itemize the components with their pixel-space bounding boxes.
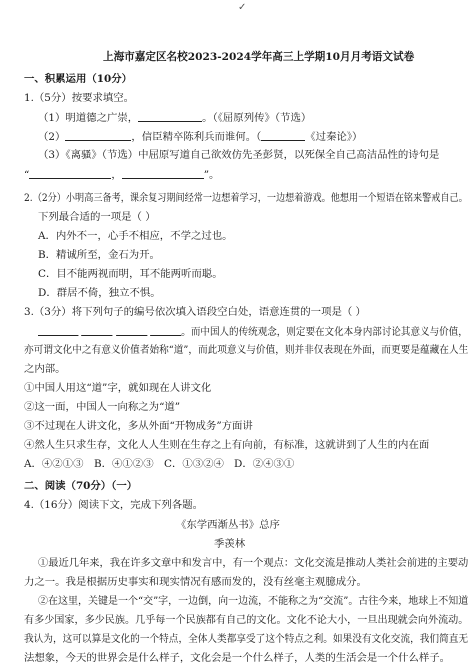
q1-stem: 1.（5分）按要求填空。 — [24, 92, 135, 104]
q1-item3-text-b: “ — [24, 169, 30, 181]
answer-blank[interactable] — [81, 325, 112, 336]
q1-item2 — [38, 130, 362, 144]
q1-item2-text-c: 《过秦论》） — [305, 131, 363, 143]
q2-stem: 2.（2分）小明高三备考，课余复习期间经常一边想着学习，一边想着游戏。他想用一个短语在铭来警戒自己。 — [24, 192, 468, 204]
article-author: 季羡林 — [214, 538, 246, 550]
q1-item3-text-d: ”。 — [203, 169, 220, 181]
article-p2-line1: ②在这里，关键是一个“交”字，一边倒，向一边流，不能称之为“交流”。古往今来，地球上不知道 — [38, 595, 469, 607]
q1-item2-text-a: （2） — [38, 131, 66, 143]
q3-passage-text-b: 。而中国人的传统观念，则定要在文化本身内部讨论其意义与价值， — [181, 326, 468, 338]
q3-passage-line1 — [38, 325, 468, 339]
answer-blank[interactable] — [65, 130, 131, 141]
article-p1-line1: ①最近几年来，我在许多文章中和发言中，有一个观点：文化交流是推动人类社会前进的主要动 — [38, 557, 469, 569]
answer-blank[interactable] — [116, 325, 147, 336]
q3-stem: 3.（3分）将下列句子的编号依次填入语段空白处，语意连贯的一项是（ ） — [24, 306, 366, 318]
answer-blank[interactable] — [29, 168, 111, 179]
check-mark-icon: ✓ — [238, 2, 247, 13]
q3-option-b[interactable]: B．④①②③ — [94, 458, 154, 470]
article-p2-line3: 我认为，这可以算是文化的一个特点，全体人类都享受了这个特点之利。如果没有文化交流，我们简直无 — [24, 633, 469, 645]
q3-sentence-4: ④然人生只求生存，文化人人生则在生存之上有向前，有标准，这就讲到了人生的内在面 — [24, 439, 430, 451]
answer-blank[interactable] — [138, 111, 202, 122]
q2-option-b[interactable]: B．精诚所至，金石为开。 — [38, 249, 160, 261]
q1-item2-text-b: ，信臣精卒陈利兵而谁何。（ — [131, 131, 262, 143]
q1-item3-line2 — [24, 168, 219, 182]
q1-item3-text-c: ， — [111, 169, 122, 181]
article-p2-line2: 有多少国家，多少民族。几乎每一个民族都有自己的文化。文化不论大小，一旦出现就会向外流动。 — [24, 614, 469, 626]
answer-blank[interactable] — [261, 130, 305, 141]
q4-stem: 4.（16分）阅读下文，完成下列各题。 — [24, 499, 203, 511]
q3-option-d[interactable]: D．②④③① — [234, 458, 295, 470]
q1-item3-line1: （3）《离骚》（节选）中屈原写道自己欲效仿先圣彭贤，以死保全自己高洁品性的诗句是 — [38, 149, 440, 161]
q3-sentence-1: ①中国人用这“道”字，就如现在人讲文化 — [24, 382, 212, 394]
q3-sentence-2: ②这一面，中国人一向称之为“道” — [24, 401, 181, 413]
answer-blank[interactable] — [150, 325, 181, 336]
q1-item1 — [38, 111, 311, 125]
q3-option-c[interactable]: C．①③②④ — [164, 458, 224, 470]
answer-blank[interactable] — [122, 168, 204, 179]
q2-option-c[interactable]: C．目不能两视而明，耳不能两听而聪。 — [38, 268, 223, 280]
section1-title: 一、积累运用（10分） — [24, 73, 132, 85]
q2-ask: 下列最合适的一项是（ ） — [38, 211, 156, 223]
q2-option-a[interactable]: A．内外不一，心手不相应，不学之过也。 — [38, 230, 233, 242]
section2-title: 二、阅读（70分）（一） — [24, 480, 138, 492]
article-title: 《东学西渐丛书》总序 — [176, 519, 280, 531]
q1-item1-text-b: 。（《屈原列传》（节选） — [202, 112, 312, 124]
q1-item1-text-a: （1）明道德之广崇， — [38, 112, 139, 124]
article-p2-line4: 法想象，今天的世界会是什么样子，文化会是一个什么样子，人类的生活会是一个什么样子。 — [24, 652, 451, 664]
q3-option-a[interactable]: A．④②①③ — [24, 458, 84, 470]
exam-title: 上海市嘉定区名校2023-2024学年高三上学期10月月考语文试卷 — [103, 51, 415, 63]
article-p1-line2: 力之一。我是根据历史事实和现实情况有感而发的，没有丝毫主观臆成分。 — [24, 576, 367, 588]
answer-blank[interactable] — [38, 325, 78, 336]
q2-option-d[interactable]: D．群居不倚，独立不惧。 — [38, 287, 161, 299]
q3-sentence-3: ③不过现在人讲文化，多从外面“开物成务”方面讲 — [24, 420, 253, 432]
q3-passage-line3: 之内部。 — [24, 363, 66, 375]
q3-passage-line2: 亦可谓文化中之有意义价值者始称“道”，而此项意义与价值，则并非仅表现在外面，而更要是蕴藏在人生 — [24, 344, 469, 356]
